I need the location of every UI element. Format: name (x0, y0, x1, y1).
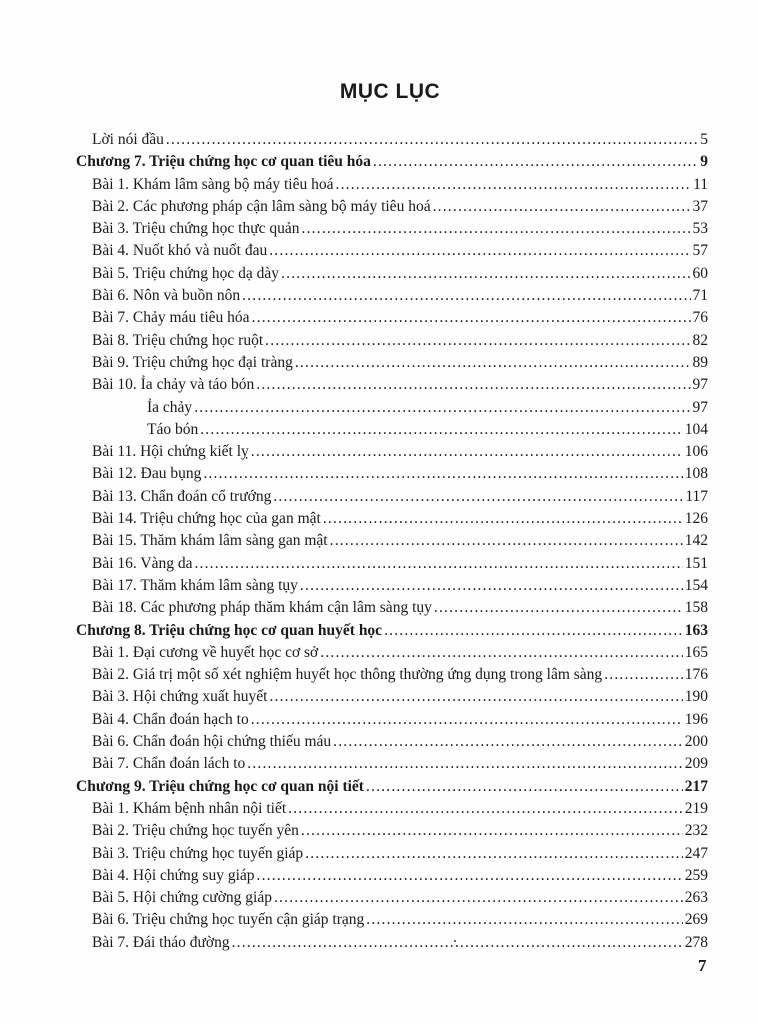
entry-page-number: 108 (684, 465, 708, 483)
dot-leader (604, 664, 683, 686)
toc-entry (76, 865, 708, 887)
toc-entry (76, 843, 708, 865)
dot-leader (232, 932, 683, 954)
toc-entry (76, 352, 708, 374)
toc-entry (76, 330, 708, 352)
toc-entry (76, 508, 708, 530)
toc-entry (76, 820, 708, 842)
entry-title: Bài 7. Chảy máu tiêu hóa (92, 309, 250, 327)
entry-page-number: 154 (684, 576, 708, 594)
entry-page-number: 165 (684, 643, 708, 661)
toc-entry (76, 753, 708, 775)
dot-leader (200, 419, 683, 441)
dot-leader (252, 307, 691, 329)
entry-title: Bài 11. Hội chứng kiết lỵ (92, 443, 249, 461)
entry-title: Bài 3. Hội chứng xuất huyết (92, 688, 268, 706)
dot-leader (336, 174, 692, 196)
dot-leader (384, 620, 683, 642)
entry-page-number: 232 (684, 822, 708, 840)
entry-title: Bài 5. Triệu chứng học dạ dày (92, 264, 280, 282)
dot-leader (274, 887, 683, 909)
entry-title: Bài 2. Các phương pháp cận lâm sàng bộ máy tiêu hoá (92, 197, 431, 215)
dot-leader (330, 530, 683, 552)
dot-leader (273, 486, 683, 508)
entry-page-number: 104 (684, 420, 708, 438)
page-number: 7 (698, 956, 707, 975)
dot-leader (203, 463, 682, 485)
dot-leader (366, 776, 683, 798)
entry-page-number: 263 (684, 889, 708, 907)
toc-chapter-entry (76, 620, 708, 642)
entry-title: Bài 4. Nuốt khó và nuốt đau (92, 242, 268, 260)
dot-leader (281, 263, 690, 285)
entry-title: Bài 3. Triệu chứng học thực quản (92, 220, 300, 238)
entry-page-number: 53 (692, 220, 708, 238)
toc-entry (76, 129, 708, 151)
entry-title: Bài 7. Đái tháo đường (92, 933, 230, 951)
toc-entry (76, 307, 708, 329)
toc-entry (76, 597, 708, 619)
entry-page-number: 217 (684, 777, 708, 795)
page-title: MỤC LỤC (339, 80, 441, 103)
toc-entry (76, 441, 708, 463)
entry-page-number: 60 (692, 264, 708, 282)
dot-leader (373, 151, 698, 173)
dot-leader (194, 397, 690, 419)
entry-title: Bài 9. Triệu chứng học đại tràng (92, 353, 293, 371)
scan-speck (454, 940, 456, 942)
entry-title: Lời nói đầu (92, 131, 164, 148)
entry-page-number: 176 (684, 666, 708, 684)
entry-title: Bài 15. Thăm khám lâm sàng gan mật (92, 532, 328, 550)
dot-leader (251, 441, 683, 463)
entry-page-number: 278 (684, 933, 708, 951)
entry-title: Bài 13. Chẩn đoán cổ trướng (92, 487, 272, 505)
dot-leader (433, 196, 691, 218)
dot-leader (166, 129, 698, 151)
toc-entry (76, 909, 708, 931)
toc-entry (76, 887, 708, 909)
toc-entry (76, 397, 708, 419)
dot-leader (320, 642, 682, 664)
entry-title: Bài 5. Hội chứng cường giáp (92, 889, 272, 907)
entry-title: Bài 12. Đau bụng (92, 465, 202, 483)
entry-page-number: 158 (684, 599, 708, 617)
entry-title: Ỉa chảy (147, 398, 193, 416)
toc-entry (76, 709, 708, 731)
entry-page-number: 71 (692, 287, 708, 305)
dot-leader (366, 909, 682, 931)
toc-entry (76, 530, 708, 552)
entry-title: Bài 6. Nôn và buồn nôn (92, 287, 241, 305)
entry-page-number: 76 (692, 309, 708, 327)
toc-entry (76, 486, 708, 508)
toc-entry (76, 553, 708, 575)
toc-entry (76, 642, 708, 664)
dot-leader (288, 798, 683, 820)
entry-page-number: 259 (684, 866, 708, 884)
entry-page-number: 82 (692, 331, 708, 349)
entry-page-number: 37 (692, 197, 708, 215)
entry-title: Bài 1. Khám lâm sàng bộ máy tiêu hoá (92, 175, 334, 193)
entry-title: Bài 4. Hội chứng suy giáp (92, 866, 255, 884)
dot-leader (302, 218, 691, 240)
entry-title: Bài 8. Triệu chứng học ruột (92, 331, 264, 349)
entry-title: Bài 2. Triệu chứng học tuyến yên (92, 822, 299, 840)
dot-leader (305, 843, 683, 865)
dot-leader (247, 753, 683, 775)
entry-title: Chương 8. Triệu chứng học cơ quan huyết học (76, 621, 383, 639)
entry-title: Chương 7. Triệu chứng học cơ quan tiêu hóa (76, 153, 371, 171)
toc-entry (76, 664, 708, 686)
dot-leader (434, 597, 683, 619)
entry-page-number: 151 (684, 554, 708, 572)
entry-title: Bài 6. Chẩn đoán hội chứng thiếu máu (92, 733, 332, 751)
dot-leader (323, 508, 683, 530)
dot-leader (194, 553, 682, 575)
entry-title: Bài 14. Triệu chứng học của gan mật (92, 510, 321, 528)
dot-leader (265, 330, 690, 352)
toc-entry (76, 174, 708, 196)
entry-page-number: 106 (684, 443, 708, 461)
entry-title: Táo bón (147, 420, 199, 438)
toc-entry (76, 686, 708, 708)
toc-chapter-entry (76, 776, 708, 798)
entry-page-number: 57 (692, 242, 708, 260)
entry-title: Bài 17. Thăm khám lâm sàng tụy (92, 576, 298, 594)
dot-leader (295, 352, 691, 374)
dot-leader (251, 709, 683, 731)
entry-page-number: 142 (684, 532, 708, 550)
dot-leader (301, 820, 683, 842)
entry-page-number: 247 (684, 844, 708, 862)
entry-title: Bài 3. Triệu chứng học tuyến giáp (92, 844, 304, 862)
entry-title: Bài 4. Chẩn đoán hạch to (92, 710, 249, 728)
entry-page-number: 11 (693, 175, 708, 193)
entry-page-number: 209 (684, 755, 708, 773)
entry-page-number: 163 (684, 621, 708, 639)
table-of-contents (76, 129, 708, 954)
toc-entry (76, 731, 708, 753)
entry-page-number: 117 (685, 487, 708, 505)
entry-page-number: 89 (692, 353, 708, 371)
entry-page-number: 219 (684, 799, 708, 817)
toc-chapter-entry (76, 151, 708, 173)
dot-leader (242, 285, 690, 307)
entry-page-number: 97 (692, 376, 708, 394)
entry-title: Bài 18. Các phương pháp thăm khám cận lâm sàng tụy (92, 599, 432, 617)
entry-title: Bài 7. Chẩn đoán lách to (92, 755, 246, 773)
toc-entry (76, 932, 708, 954)
dot-leader (269, 240, 690, 262)
toc-entry (76, 419, 708, 441)
entry-title: Bài 2. Giá trị một số xét nghiệm huyết học thông thường ứng dụng trong lâm sàng (92, 666, 603, 684)
dot-leader (333, 731, 683, 753)
dot-leader (269, 686, 682, 708)
dot-leader (257, 865, 683, 887)
toc-entry (76, 240, 708, 262)
dot-leader (300, 575, 683, 597)
entry-page-number: 196 (684, 710, 708, 728)
toc-entry (76, 218, 708, 240)
entry-page-number: 5 (700, 131, 708, 148)
toc-entry (76, 575, 708, 597)
toc-entry (76, 263, 708, 285)
entry-page-number: 9 (700, 153, 708, 171)
entry-title: Bài 16. Vàng da (92, 554, 193, 572)
entry-page-number: 126 (684, 510, 708, 528)
toc-entry (76, 285, 708, 307)
dot-leader (256, 374, 690, 396)
entry-title: Bài 10. Ỉa chảy và táo bón (92, 376, 255, 394)
toc-entry (76, 374, 708, 396)
entry-title: Bài 1. Đại cương về huyết học cơ sở (92, 643, 319, 661)
entry-page-number: 200 (684, 733, 708, 751)
toc-entry (76, 798, 708, 820)
entry-page-number: 190 (684, 688, 708, 706)
entry-title: Chương 9. Triệu chứng học cơ quan nội tiết (76, 777, 364, 795)
toc-entry (76, 463, 708, 485)
entry-title: Bài 6. Triệu chứng học tuyến cận giáp trạng (92, 911, 365, 929)
entry-page-number: 97 (692, 398, 708, 416)
entry-page-number: 269 (684, 911, 708, 929)
entry-title: Bài 1. Khám bệnh nhân nội tiết (92, 799, 287, 817)
toc-entry (76, 196, 708, 218)
